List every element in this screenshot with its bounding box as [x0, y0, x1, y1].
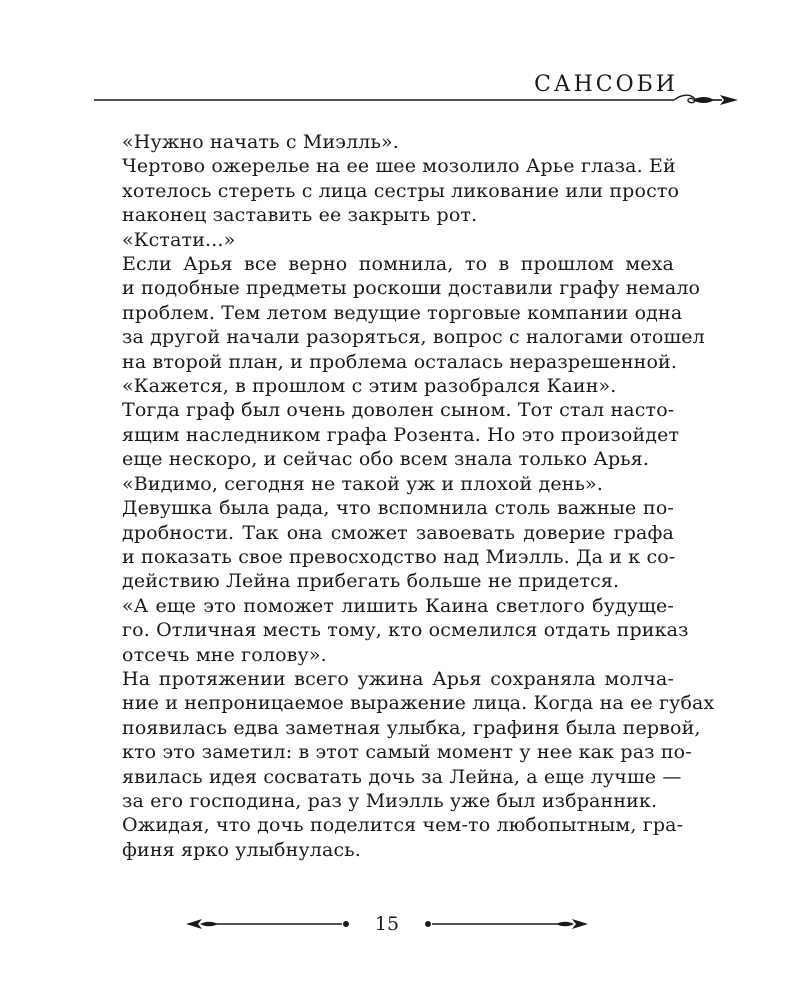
text-line: появилась едва заметная улыбка, графиня была первой, — [122, 716, 701, 739]
body-text — [122, 130, 715, 862]
text-line: финя ярко улыбнулась. — [122, 838, 361, 861]
text-line: ние и непроницаемое выражение лица. Когда на ее губах — [122, 692, 715, 715]
text-line: Ожидая, что дочь поделится чем-то любопытным, гра- — [122, 814, 684, 837]
text-line: дробности. Так она сможет завоевать доверие графа — [122, 521, 674, 544]
text-line: «Нужно начать с Миэлль». — [122, 131, 399, 153]
text-line: и подобные предметы роскоши доставили графу немало — [122, 277, 701, 300]
page-number: 15 — [374, 913, 400, 935]
running-header-title: САНСОБИ — [534, 72, 678, 97]
text-line: Если Арья все верно помнила, то в прошлом меха — [122, 253, 674, 276]
text-line: за другой начали разоряться, вопрос с налогами отошел — [122, 326, 705, 349]
header-rule-ornament — [94, 92, 740, 108]
text-line: На протяжении всего ужина Арья сохраняла молча- — [122, 667, 674, 690]
text-line: Тогда граф был очень доволен сыном. Тот стал насто- — [122, 399, 675, 422]
text-line: ящим наследником графа Розента. Но это произойдет — [122, 423, 680, 446]
text-line: отсечь мне голову». — [122, 643, 327, 666]
text-line: «А еще это поможет лишить Каина светлого будуще- — [122, 594, 674, 617]
text-line: еще нескоро, и сейчас обо всем знала только Арья. — [122, 448, 650, 471]
text-line: го. Отличная месть тому, кто осмелился отдать приказ — [122, 619, 689, 642]
text-line: Девушка была рада, что вспомнила столь важные по- — [122, 497, 674, 520]
text-line: и показать свое превосходство над Миэлль. Да и к со- — [122, 545, 676, 568]
text-line: «Видимо, сегодня не такой уж и плохой день». — [122, 472, 604, 495]
text-line: хотелось стереть с лица сестры ликование или просто — [122, 179, 680, 202]
text-line: за его господина, раз у Миэлль уже был избранник. — [122, 789, 658, 812]
text-line: наконец заставить ее закрыть рот. — [122, 204, 478, 227]
text-line: Чертово ожерелье на ее шее мозолило Арье глаза. Ей — [122, 155, 676, 178]
text-line: кто это заметил: в этот самый момент у нее как раз по- — [122, 741, 692, 764]
text-line: на второй план, и проблема осталась неразрешенной. — [122, 350, 678, 373]
text-line: «Кстати...» — [122, 228, 236, 251]
text-line: «Кажется, в прошлом с этим разобрался Каин». — [122, 375, 617, 398]
text-line: действию Лейна прибегать больше не придется. — [122, 570, 620, 593]
text-line: явилась идея сосватать дочь за Лейна, а еще лучше — — [122, 765, 682, 788]
text-line: проблем. Тем летом ведущие торговые компании одна — [122, 301, 683, 324]
page-footer — [184, 912, 590, 936]
